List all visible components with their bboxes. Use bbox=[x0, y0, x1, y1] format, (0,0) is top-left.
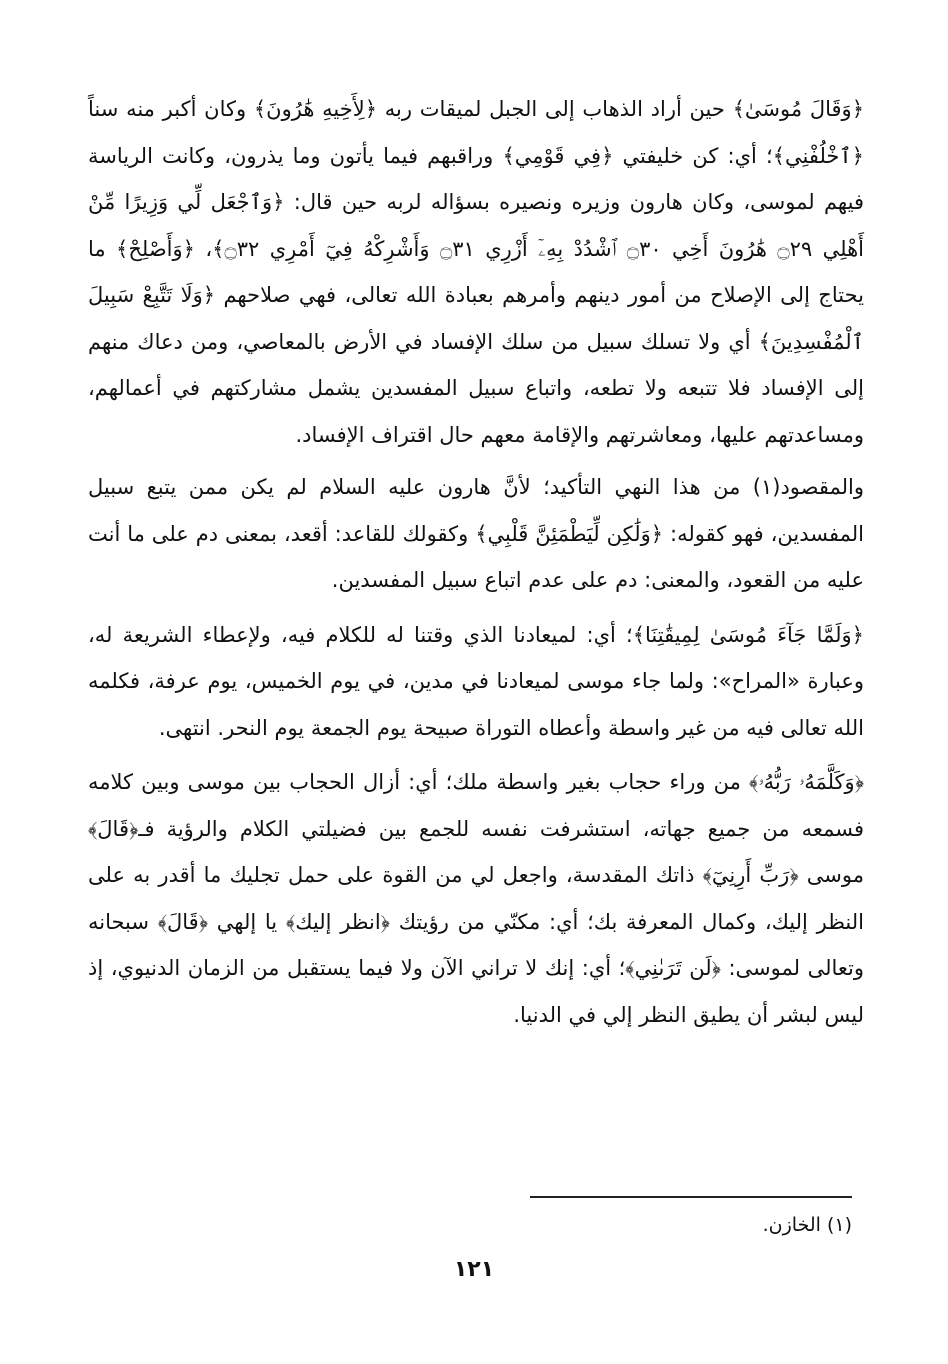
page-number: ١٢١ bbox=[453, 1257, 495, 1282]
paragraph-1: ﴿وَقَالَ مُوسَىٰ﴾ حين أراد الذهاب إلى الجبل لميقات ربه ﴿لِأَخِيهِ هَٰرُونَ﴾ وكان أكبر منه سناً ﴿ٱخْلُفْنِي﴾؛ أي: كن خليفتي ﴿فِي قَوْمِي﴾ وراقبهم فيما يأتون وما يذرون، وكانت الرياسة فيهم لموسى، وكان هارون وزيره ونصيره بسؤاله لربه حين قال: ﴿وَٱجْعَل لِّي وَزِيرًا مِّنْ أَهْلِي ۝٢٩ هَٰرُونَ أَخِي ۝٣٠ ٱشْدُدْ بِهِۦٓ أَزْرِي ۝٣١ وَأَشْرِكْهُ فِيٓ أَمْرِي ۝٣٢﴾، ﴿وَأَصْلِحْ﴾ ما يحتاج إلى الإصلاح من أمور دينهم وأمرهم بعبادة الله تعالى، فهي صلاحهم ﴿وَلَا تَتَّبِعْ سَبِيلَ ٱلْمُفْسِدِينَ﴾ أي ولا تسلك سبيل من سلك الإفساد في الأرض بالمعاصي، ومن دعاك منهم إلى الإفساد فلا تتبعه ولا تطعه، واتباع سبيل المفسدين يشمل مشاركتهم في أعمالهم، ومساعدتهم عليها، ومعاشرتهم والإقامة معهم حال اقتراف الإفساد. bbox=[88, 97, 865, 447]
paragraph-3: ﴿وَلَمَّا جَآءَ مُوسَىٰ لِمِيقَٰتِنَا﴾؛ أي: لميعادنا الذي وقتنا له للكلام فيه، ولإعطاء الشريعة له، وعبارة «المراح»: ولما جاء موسى لميعادنا في مدين، في يوم الخميس، يوم عرفة، فكلمه الله تعالى فيه من غير واسطة وأعطاه التوراة صبيحة يوم الجمعة يوم النحر. انتهى. bbox=[88, 622, 864, 740]
footnote: (١) الخازن. bbox=[762, 1214, 852, 1236]
page-body bbox=[88, 86, 864, 1038]
footnote-divider bbox=[530, 1196, 852, 1198]
paragraph-2: والمقصود(١) من هذا النهي التأكيد؛ لأنَّ هارون عليه السلام لم يكن ممن يتبع سبيل المفسدين، فهو كقوله: ﴿وَلَٰكِن لِّيَطْمَئِنَّ قَلْبِي﴾ وكقولك للقاعد: أقعد، بمعنى دم على ما أنت عليه من القعود، والمعنى: دم على عدم اتباع سبيل المفسدين. bbox=[88, 475, 864, 592]
paragraph-4: ﴿وَكَلَّمَهُۥ رَبُّهُۥ﴾ من وراء حجاب بغير واسطة ملك؛ أي: أزال الحجاب بين موسى وبين كلامه فسمعه من جميع جهاته، استشرفت نفسه للجمع بين فضيلتي الكلام والرؤية فـ﴿قَالَ﴾ موسى ﴿رَبِّ أَرِنِيٓ﴾ ذاتك المقدسة، واجعل لي من القوة على حمل تجليك ما أقدر به على النظر إليك، وكمال المعرفة بك؛ أي: مكنّي من رؤيتك ﴿انظر إليك﴾ يا إلهي ﴿قَالَ﴾ سبحانه وتعالى لموسى: ﴿لَن تَرَىٰنِي﴾؛ أي: إنك لا تراني الآن ولا فيما يستقبل من الزمان الدنيوي، إذ ليس لبشر أن يطيق النظر إلي في الدنيا. bbox=[88, 770, 864, 1027]
